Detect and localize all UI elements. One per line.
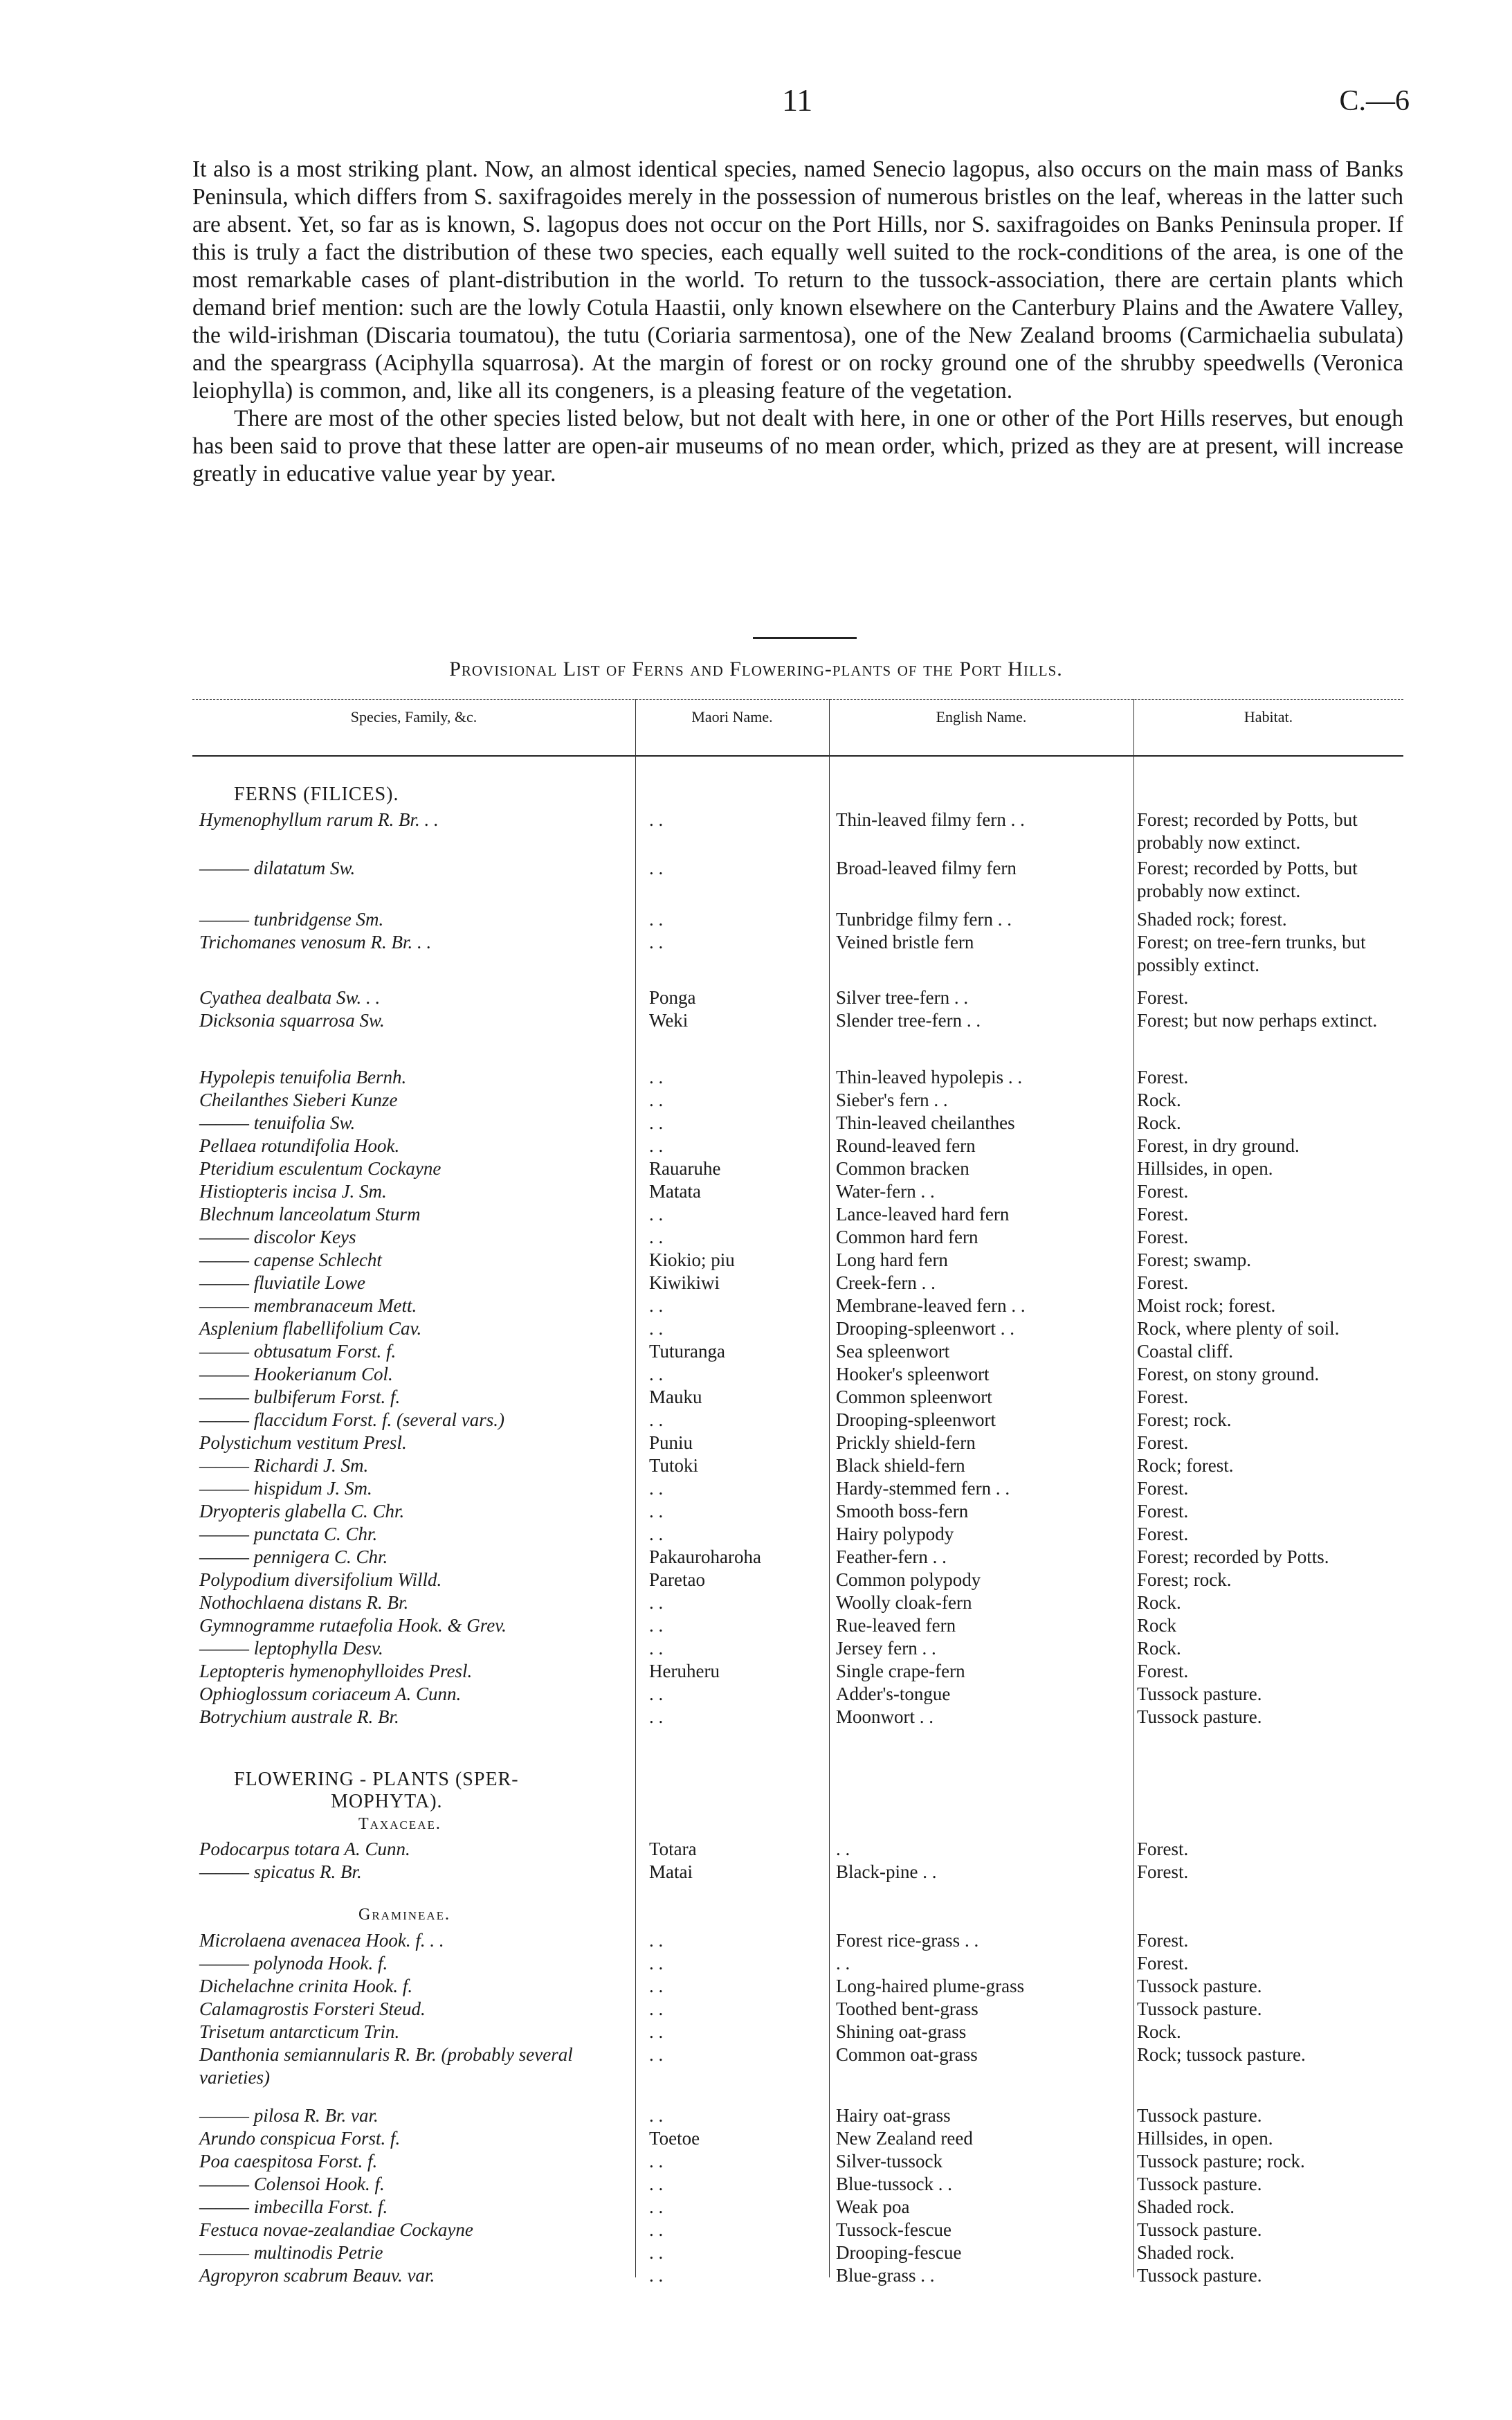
habitat: Forest; but now perhaps extinct. xyxy=(1137,1010,1378,1031)
species-name: Arundo conspicua Forst. f. xyxy=(199,2128,401,2149)
habitat: Moist rock; forest. xyxy=(1137,1295,1276,1316)
maori-name: . . xyxy=(649,809,664,830)
species-name: Cyathea dealbata Sw. . . xyxy=(199,987,381,1008)
habitat: Rock, where plenty of soil. xyxy=(1137,1318,1340,1339)
maori-name: . . xyxy=(649,1227,664,1247)
habitat: Forest; rock. xyxy=(1137,1569,1232,1590)
english-name: Rue-leaved fern xyxy=(836,1615,956,1636)
maori-name: Matata xyxy=(649,1181,701,1202)
species-name: Pteridium esculentum Cockayne xyxy=(199,1158,441,1179)
species-name: Dichelachne crinita Hook. f. xyxy=(199,1976,413,1996)
maori-name: Tuturanga xyxy=(649,1341,726,1362)
maori-name: . . xyxy=(649,1204,664,1225)
english-name: Hardy-stemmed fern . . xyxy=(836,1478,1010,1499)
maori-name: . . xyxy=(649,1998,664,2019)
species-name: Hymenophyllum rarum R. Br. . . xyxy=(199,809,439,830)
habitat: Forest; recorded by Potts. xyxy=(1137,1546,1329,1567)
english-name: Creek-fern . . xyxy=(836,1272,936,1293)
document-code: C.—6 xyxy=(1339,85,1410,117)
species-name: ——— capense Schlecht xyxy=(199,1249,382,1270)
english-name: Thin-leaved cheilanthes xyxy=(836,1112,1015,1133)
species-name: ——— flaccidum Forst. f. (several vars.) xyxy=(199,1409,504,1430)
species-name: ——— imbecilla Forst. f. xyxy=(199,2196,388,2217)
header-english-name: English Name. xyxy=(936,708,1027,725)
maori-name: Toetoe xyxy=(649,2128,700,2149)
maori-name: . . xyxy=(649,1090,664,1110)
species-name: Dicksonia squarrosa Sw. xyxy=(199,1010,385,1031)
species-name: ——— bulbiferum Forst. f. xyxy=(199,1387,401,1407)
english-name: Membrane-leaved fern . . xyxy=(836,1295,1026,1316)
species-name: ——— Richardi J. Sm. xyxy=(199,1455,369,1476)
maori-name: Ponga xyxy=(649,987,696,1008)
english-name: Sieber's fern . . xyxy=(836,1090,948,1110)
species-name: Asplenium flabellifolium Cav. xyxy=(199,1318,422,1339)
column-divider xyxy=(829,699,830,2277)
maori-name: . . xyxy=(649,1615,664,1636)
habitat: Forest. xyxy=(1137,1524,1189,1544)
species-name: Gymnogramme rutaefolia Hook. & Grev. xyxy=(199,1615,507,1636)
table-header xyxy=(192,699,1403,757)
english-name: Forest rice-grass . . xyxy=(836,1930,979,1951)
species-name: ——— obtusatum Forst. f. xyxy=(199,1341,397,1362)
english-name: Blue-tussock . . xyxy=(836,2174,952,2194)
english-name: Slender tree-fern . . xyxy=(836,1010,981,1031)
english-name: Single crape-fern xyxy=(836,1661,965,1681)
habitat: Rock xyxy=(1137,1615,1176,1636)
habitat: Forest. xyxy=(1137,1387,1189,1407)
maori-name: . . xyxy=(649,2219,664,2240)
habitat: Forest. xyxy=(1137,1067,1189,1087)
species-name: ——— tunbridgense Sm. xyxy=(199,909,384,930)
species-name: Trisetum antarcticum Trin. xyxy=(199,2021,400,2042)
habitat: Forest; rock. xyxy=(1137,1409,1232,1430)
page-number: 11 xyxy=(782,82,813,118)
species-name: Leptopteris hymenophylloides Presl. xyxy=(199,1661,473,1681)
maori-name: Heruheru xyxy=(649,1661,720,1681)
maori-name: Mauku xyxy=(649,1387,702,1407)
habitat: Rock. xyxy=(1137,1090,1181,1110)
english-name: Silver tree-fern . . xyxy=(836,987,969,1008)
species-name: ——— hispidum J. Sm. xyxy=(199,1478,372,1499)
habitat: Forest. xyxy=(1137,1181,1189,1202)
maori-name: . . xyxy=(649,1930,664,1951)
habitat: Forest. xyxy=(1137,1227,1189,1247)
maori-name: . . xyxy=(649,1364,664,1384)
english-name: Sea spleenwort xyxy=(836,1341,950,1362)
section-heading-flowering-cont: MOPHYTA). xyxy=(331,1791,443,1812)
habitat: Tussock pasture. xyxy=(1137,2219,1262,2240)
maori-name: Puniu xyxy=(649,1432,693,1453)
maori-name: Paretao xyxy=(649,1569,705,1590)
maori-name: . . xyxy=(649,1501,664,1521)
english-name: Broad-leaved filmy fern xyxy=(836,858,1017,878)
habitat: Hillsides, in open. xyxy=(1137,1158,1273,1179)
species-name: Calamagrostis Forsteri Steud. xyxy=(199,1998,426,2019)
english-name: Round-leaved fern xyxy=(836,1135,976,1156)
english-name: Drooping-fescue xyxy=(836,2242,962,2263)
habitat: Forest. xyxy=(1137,1478,1189,1499)
habitat: Forest. xyxy=(1137,1204,1189,1225)
species-name: ——— fluviatile Lowe xyxy=(199,1272,366,1293)
maori-name: . . xyxy=(649,1976,664,1996)
habitat: Forest. xyxy=(1137,1953,1189,1974)
table-title: Provisional List of Ferns and Flowering-plants of the Port Hills. xyxy=(449,658,1063,680)
english-name: Tunbridge filmy fern . . xyxy=(836,909,1012,930)
english-name: Common spleenwort xyxy=(836,1387,992,1407)
species-name: Ophioglossum coriaceum A. Cunn. xyxy=(199,1683,462,1704)
maori-name: . . xyxy=(649,2265,664,2286)
species-name: ——— leptophylla Desv. xyxy=(199,1638,383,1659)
habitat: Forest. xyxy=(1137,987,1189,1008)
maori-name: . . xyxy=(649,2242,664,2263)
species-name: ——— tenuifolia Sw. xyxy=(199,1112,356,1133)
maori-name: . . xyxy=(649,1112,664,1133)
english-name: Common polypody xyxy=(836,1569,981,1590)
english-name: Hairy polypody xyxy=(836,1524,954,1544)
habitat: Forest. xyxy=(1137,1661,1189,1681)
species-name: Festuca novae-zealandiae Cockayne xyxy=(199,2219,473,2240)
habitat: Coastal cliff. xyxy=(1137,1341,1233,1362)
divider xyxy=(753,637,857,639)
maori-name: . . xyxy=(649,909,664,930)
english-name: Adder's-tongue xyxy=(836,1683,951,1704)
species-name: Agropyron scabrum Beauv. var. xyxy=(199,2265,435,2286)
maori-name: . . xyxy=(649,2105,664,2126)
header-species: Species, Family, &c. xyxy=(350,708,477,725)
maori-name: . . xyxy=(649,1953,664,1974)
english-name: Common hard fern xyxy=(836,1227,978,1247)
english-name: Tussock-fescue xyxy=(836,2219,951,2240)
section-heading-ferns: FERNS (FILICES). xyxy=(234,784,399,805)
english-name: . . xyxy=(836,1953,850,1974)
species-name: ——— membranaceum Mett. xyxy=(199,1295,417,1316)
english-name: Black shield-fern xyxy=(836,1455,965,1476)
maori-name: Kiwikiwi xyxy=(649,1272,720,1293)
english-name: Long hard fern xyxy=(836,1249,948,1270)
habitat: Forest. xyxy=(1137,1501,1189,1521)
habitat: Forest, on stony ground. xyxy=(1137,1364,1320,1384)
habitat: Forest. xyxy=(1137,1861,1189,1882)
english-name: Veined bristle fern xyxy=(836,932,974,952)
habitat: Tussock pasture. xyxy=(1137,2174,1262,2194)
family-gramineae: Gramineae. xyxy=(358,1906,451,1924)
habitat: Forest; recorded by Potts, but probably now extinct. xyxy=(1137,858,1358,901)
habitat: Tussock pasture. xyxy=(1137,2105,1262,2126)
habitat: Forest. xyxy=(1137,1272,1189,1293)
english-name: Jersey fern . . xyxy=(836,1638,936,1659)
species-name: ——— dilatatum Sw. xyxy=(199,858,356,878)
header-maori-name: Maori Name. xyxy=(691,708,773,725)
english-name: New Zealand reed xyxy=(836,2128,973,2149)
habitat: Tussock pasture. xyxy=(1137,1998,1262,2019)
habitat: Rock. xyxy=(1137,1592,1181,1613)
habitat: Tussock pasture. xyxy=(1137,1976,1262,1996)
maori-name: . . xyxy=(649,1295,664,1316)
species-name: Podocarpus totara A. Cunn. xyxy=(199,1839,410,1859)
species-name: ——— spicatus R. Br. xyxy=(199,1861,362,1882)
maori-name: . . xyxy=(649,2151,664,2171)
english-name: Toothed bent-grass xyxy=(836,1998,978,2019)
english-name: Water-fern . . xyxy=(836,1181,935,1202)
species-name: Blechnum lanceolatum Sturm xyxy=(199,1204,421,1225)
habitat: Shaded rock; forest. xyxy=(1137,909,1287,930)
habitat: Shaded rock. xyxy=(1137,2242,1235,2263)
maori-name: Kiokio; piu xyxy=(649,1249,735,1270)
english-name: Woolly cloak-fern xyxy=(836,1592,972,1613)
species-name: Danthonia semiannularis R. Br. (probably several varieties) xyxy=(199,2044,573,2088)
habitat: Rock. xyxy=(1137,1638,1181,1659)
english-name: Silver-tussock xyxy=(836,2151,942,2171)
maori-name: . . xyxy=(649,1478,664,1499)
section-heading-flowering: FLOWERING - PLANTS (SPER- xyxy=(234,1769,519,1790)
habitat: Rock. xyxy=(1137,1112,1181,1133)
species-name: ——— Colensoi Hook. f. xyxy=(199,2174,385,2194)
column-divider xyxy=(1133,699,1134,2277)
body-text xyxy=(192,156,1403,488)
habitat: Forest. xyxy=(1137,1930,1189,1951)
species-name: ——— punctata C. Chr. xyxy=(199,1524,378,1544)
species-name: ——— pennigera C. Chr. xyxy=(199,1546,388,1567)
english-name: Moonwort . . xyxy=(836,1706,933,1727)
maori-name: . . xyxy=(649,1409,664,1430)
maori-name: . . xyxy=(649,1638,664,1659)
species-name: Polypodium diversifolium Willd. xyxy=(199,1569,442,1590)
english-name: Thin-leaved filmy fern . . xyxy=(836,809,1025,830)
habitat: Forest. xyxy=(1137,1839,1189,1859)
species-name: ——— polynoda Hook. f. xyxy=(199,1953,388,1974)
maori-name: . . xyxy=(649,1683,664,1704)
maori-name: Weki xyxy=(649,1010,689,1031)
maori-name: . . xyxy=(649,1067,664,1087)
english-name: Weak poa xyxy=(836,2196,910,2217)
english-name: Drooping-spleenwort xyxy=(836,1409,996,1430)
english-name: Lance-leaved hard fern xyxy=(836,1204,1010,1225)
english-name: Drooping-spleenwort . . xyxy=(836,1318,1014,1339)
maori-name: . . xyxy=(649,1318,664,1339)
species-name: Poa caespitosa Forst. f. xyxy=(199,2151,378,2171)
english-name: Common bracken xyxy=(836,1158,969,1179)
maori-name: . . xyxy=(649,2021,664,2042)
english-name: Thin-leaved hypolepis . . xyxy=(836,1067,1023,1087)
species-name: Microlaena avenacea Hook. f. . . xyxy=(199,1930,444,1951)
habitat: Rock. xyxy=(1137,2021,1181,2042)
english-name: Blue-grass . . xyxy=(836,2265,935,2286)
species-name: ——— multinodis Petrie xyxy=(199,2242,383,2263)
species-name: Hypolepis tenuifolia Bernh. xyxy=(199,1067,407,1087)
species-name: Polystichum vestitum Presl. xyxy=(199,1432,407,1453)
species-name: Nothochlaena distans R. Br. xyxy=(199,1592,409,1613)
species-name: Pellaea rotundifolia Hook. xyxy=(199,1135,400,1156)
english-name: Long-haired plume-grass xyxy=(836,1976,1025,1996)
habitat: Tussock pasture. xyxy=(1137,1683,1262,1704)
species-name: Botrychium australe R. Br. xyxy=(199,1706,399,1727)
habitat: Forest, in dry ground. xyxy=(1137,1135,1300,1156)
species-name: ——— pilosa R. Br. var. xyxy=(199,2105,379,2126)
species-name: Dryopteris glabella C. Chr. xyxy=(199,1501,405,1521)
habitat: Tussock pasture. xyxy=(1137,1706,1262,1727)
paragraph: There are most of the other species listed below, but not dealt with here, in one or other of the Port Hills reserves, but enough has been said to prove that these latter are open-air museums of no mean order, which, prized as they are at present, will increase greatly in educative value year by year. xyxy=(192,406,1403,487)
maori-name: Rauaruhe xyxy=(649,1158,721,1179)
maori-name: . . xyxy=(649,2174,664,2194)
species-name: Cheilanthes Sieberi Kunze xyxy=(199,1090,398,1110)
paragraph: It also is a most striking plant. Now, an almost identical species, named Senecio lagopus, also occurs on the main mass of Banks Peninsula, which differs from S. saxifragoides merely in the possession of numerous bristles on the leaf, whereas in the latter such are absent. Yet, so far as is known, S. lagopus does not occur on the Port Hills, nor S. saxifragoides on Banks Peninsula proper. If this is truly a fact the distribution of these two species, each equally well suited to the rock-conditions of the area, is one of the most remarkable cases of plant-distribution in the world. To return to the tussock-association, there are certain plants which demand brief mention: such are the lowly Cotula Haastii, only known elsewhere on the Canterbury Plains and the Awatere Valley, the wild-irishman (Discaria toumatou), the tutu (Coriaria sarmentosa), one of the New Zealand brooms (Carmichaelia subulata) and the speargrass (Aciphylla squarrosa). At the margin of forest or on rocky ground one of the shrubby speedwells (Veronica leiophylla) is common, and, like all its congeners, is a pleasing feature of the vegetation. xyxy=(192,156,1403,404)
maori-name: Pakauroharoha xyxy=(649,1546,761,1567)
species-name: Histiopteris incisa J. Sm. xyxy=(199,1181,387,1202)
english-name: Hooker's spleenwort xyxy=(836,1364,990,1384)
habitat: Rock; tussock pasture. xyxy=(1137,2044,1306,2065)
english-name: Common oat-grass xyxy=(836,2044,978,2065)
family-taxaceae: Taxaceae. xyxy=(358,1815,441,1833)
habitat: Hillsides, in open. xyxy=(1137,2128,1273,2149)
habitat: Tussock pasture. xyxy=(1137,2265,1262,2286)
maori-name: . . xyxy=(649,1592,664,1613)
habitat: Forest; recorded by Potts, but probably now extinct. xyxy=(1137,809,1358,853)
habitat: Tussock pasture; rock. xyxy=(1137,2151,1305,2171)
habitat: Forest; on tree-fern trunks, but possibly extinct. xyxy=(1137,932,1366,975)
maori-name: Tutoki xyxy=(649,1455,699,1476)
maori-name: . . xyxy=(649,1706,664,1727)
english-name: Feather-fern . . xyxy=(836,1546,947,1567)
maori-name: . . xyxy=(649,932,664,952)
english-name: Black-pine . . xyxy=(836,1861,937,1882)
maori-name: Totara xyxy=(649,1839,697,1859)
maori-name: . . xyxy=(649,2196,664,2217)
habitat: Shaded rock. xyxy=(1137,2196,1235,2217)
maori-name: . . xyxy=(649,2044,664,2065)
habitat: Forest; swamp. xyxy=(1137,1249,1251,1270)
english-name: . . xyxy=(836,1839,850,1859)
maori-name: . . xyxy=(649,1524,664,1544)
maori-name: . . xyxy=(649,1135,664,1156)
english-name: Smooth boss-fern xyxy=(836,1501,969,1521)
species-table xyxy=(192,699,1403,2286)
habitat: Forest. xyxy=(1137,1432,1189,1453)
maori-name: . . xyxy=(649,858,664,878)
species-name: Trichomanes venosum R. Br. . . xyxy=(199,932,432,952)
english-name: Hairy oat-grass xyxy=(836,2105,951,2126)
species-name: ——— discolor Keys xyxy=(199,1227,356,1247)
english-name: Shining oat-grass xyxy=(836,2021,967,2042)
maori-name: Matai xyxy=(649,1861,693,1882)
english-name: Prickly shield-fern xyxy=(836,1432,976,1453)
species-name: ——— Hookerianum Col. xyxy=(199,1364,393,1384)
header-habitat: Habitat. xyxy=(1244,708,1293,725)
habitat: Rock; forest. xyxy=(1137,1455,1234,1476)
